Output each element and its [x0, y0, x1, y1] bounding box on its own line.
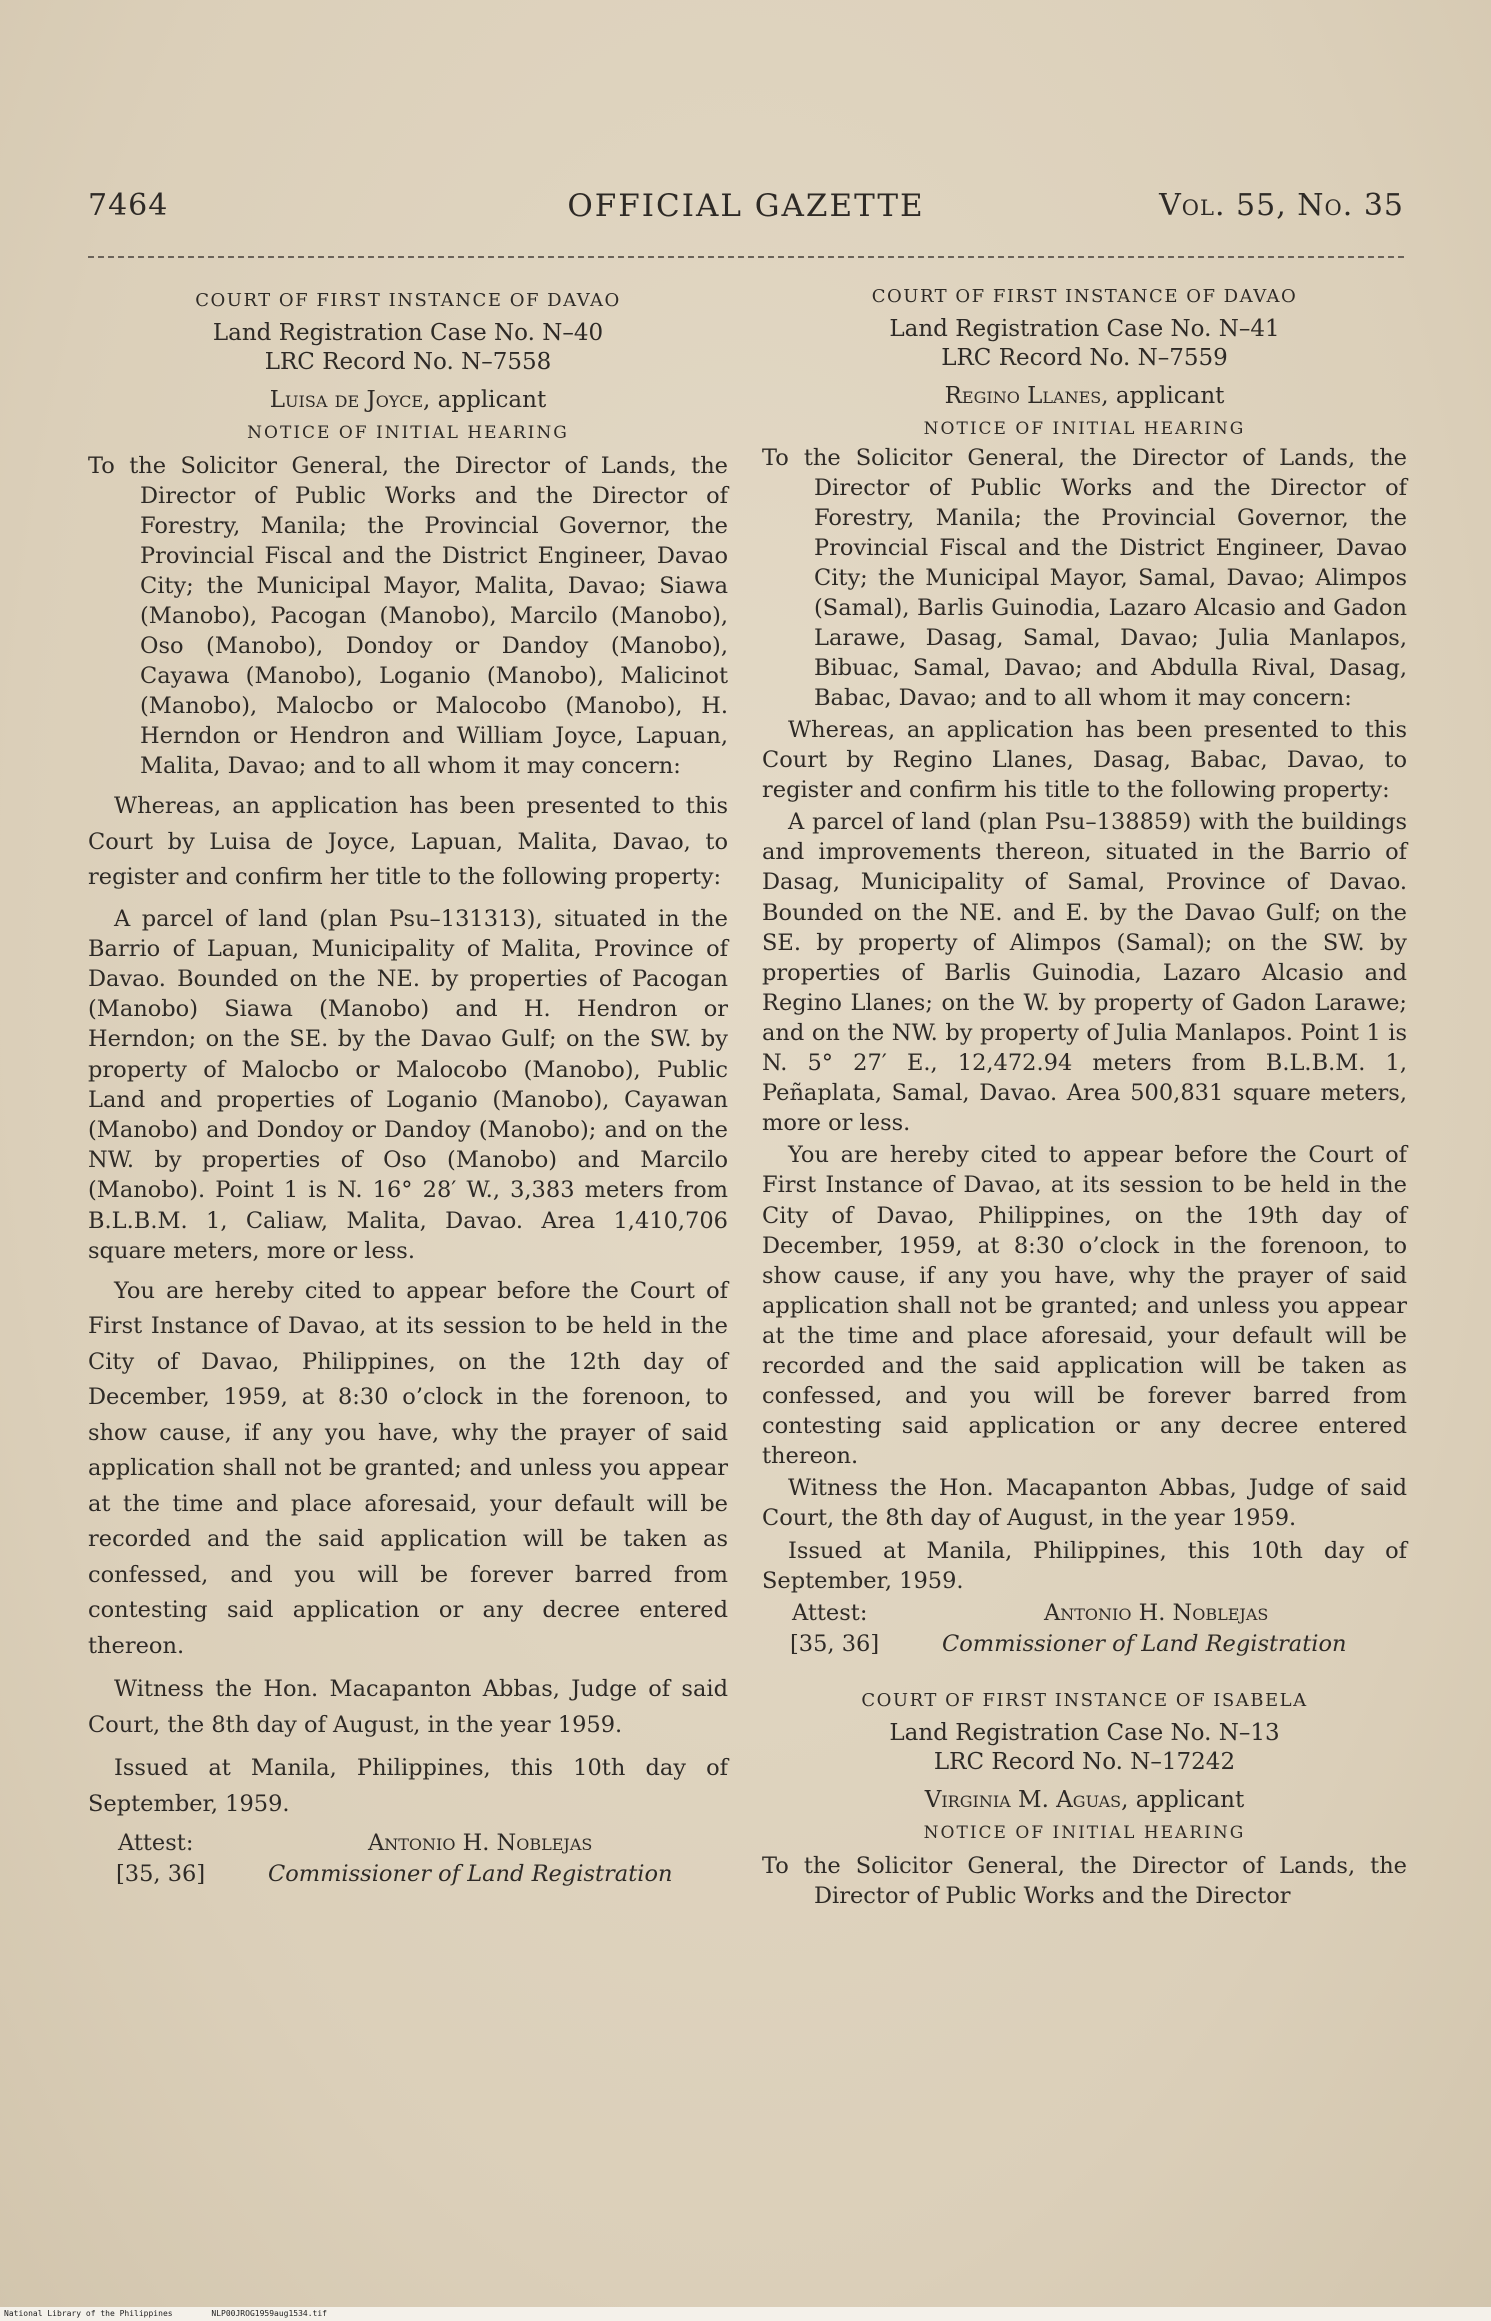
- court-heading: COURT OF FIRST INSTANCE OF DAVAO: [871, 286, 1298, 307]
- volume-number: Vol. 55, No. 35: [1159, 188, 1404, 223]
- case-number: Land Registration Case No. N–41: [889, 316, 1280, 342]
- next-record-number: LRC Record No. N–17242: [933, 1748, 1236, 1775]
- notice-heading: NOTICE OF INITIAL HEARING: [923, 419, 1246, 439]
- scan-filename: NLP00JROG1959aug1534.tif: [211, 2309, 327, 2318]
- attestation-block: [88, 1830, 728, 1894]
- issue-numbers: [35, 36]: [790, 1630, 880, 1657]
- record-number: LRC Record No. N–7558: [264, 349, 552, 375]
- applicant-suffix: , applicant: [423, 387, 547, 413]
- next-applicant-name: Virginia M. Aguas: [924, 1786, 1122, 1813]
- next-court-heading: COURT OF FIRST INSTANCE OF ISABELA: [861, 1689, 1308, 1711]
- witness-paragraph: Witness the Hon. Macapanton Abbas, Judge of said Court, the 8th day of August, in the year 1959.: [88, 1676, 728, 1738]
- signatory-title: Commissioner of Land Registration: [268, 1861, 673, 1888]
- witness-paragraph: Witness the Hon. Macapanton Abbas, Judge of said Court, the 8th day of August, in the year 1959.: [762, 1475, 1407, 1532]
- next-applicant-suffix: , applicant: [1121, 1786, 1245, 1813]
- citation-paragraph: You are hereby cited to appear before the Court of First Instance of Davao, at its session to be held in the City of Davao, Philippines, on the 19th day of December, 1959, at 8:30 o’clock in the forenoon, to show cause, if any you have, why the prayer of said application shall not be granted; and unless you appear at the time and place aforesaid, your default will be recorded and the said application will be taken as confessed, and you will be forever barred from contesting said application or any decree entered thereon.: [762, 1142, 1407, 1470]
- applicant-line: [762, 383, 1407, 409]
- citation-paragraph: You are hereby cited to appear before the Court of First Instance of Davao, at its session to be held in the City of Davao, Philippines, on the 12th day of December, 1959, at 8:30 o’clock in the forenoon, to show cause, if any you have, why the prayer of said application shall not be granted; and unless you appear at the time and place aforesaid, your default will be recorded and the said application will be taken as confessed, and you will be forever barred from contesting said application or any decree entered thereon.: [88, 1277, 728, 1659]
- applicant-name: Regino Llanes: [944, 383, 1102, 409]
- attestation-block: [762, 1600, 1407, 1664]
- applicant-name: Luisa de Joyce: [269, 387, 424, 413]
- issue-numbers: [35, 36]: [116, 1861, 206, 1888]
- right-column: [762, 280, 1407, 1911]
- signatory-name: Antonio H. Noblejas: [1044, 1599, 1269, 1626]
- address-paragraph: To the Solicitor General, the Director of Lands, the Director of Public Works and the Director of Forestry, Manila; the Provincial Governor, the Provincial Fiscal and the District Engineer, Davao City; the Municipal Mayor, Samal, Davao; Alimpos (Samal), Barlis Guinodia, Lazaro Alcasio and Gadon Larawe, Dasag, Samal, Davao; Julia Manlapos, Bibuac, Samal, Davao; and Abdulla Rival, Dasag, Babac, Davao; and to all whom it may concern:: [762, 445, 1407, 711]
- address-paragraph: To the Solicitor General, the Director of Lands, the Director of Public Works and the Director of Forestry, Manila; the Provincial Governor, the Provincial Fiscal and the District Engineer, Davao City; the Municipal Mayor, Malita, Davao; Siawa (Manobo), Pacogan (Manobo), Marcilo (Manobo), Oso (Manobo), Dondoy or Dandoy (Manobo), Cayawa (Manobo), Loganio (Manobo), Malicinot (Manobo), Malocbo or Malocobo (Manobo), H. Herndon or Hendron and William Joyce, Lapuan, Malita, Davao; and to all whom it may concern:: [88, 453, 728, 779]
- signatory-name: Antonio H. Noblejas: [368, 1830, 593, 1857]
- notice-heading: NOTICE OF INITIAL HEARING: [247, 423, 569, 443]
- header-rule: [88, 256, 1404, 258]
- issued-paragraph: Issued at Manila, Philippines, this 10th day of September, 1959.: [762, 1537, 1407, 1594]
- scan-footer: [0, 2307, 1491, 2321]
- next-address-paragraph: To the Solicitor General, the Director of Lands, the Director of Public Works and the Director: [762, 1852, 1407, 1909]
- applicant-suffix: , applicant: [1101, 383, 1225, 409]
- next-notice-heading: NOTICE OF INITIAL HEARING: [923, 1822, 1246, 1843]
- attest-label: Attest:: [792, 1599, 868, 1626]
- publication-title: OFFICIAL GAZETTE: [567, 188, 925, 224]
- page-number: 7464: [88, 188, 169, 223]
- next-applicant-line: [762, 1787, 1407, 1813]
- issued-paragraph: Issued at Manila, Philippines, this 10th day of September, 1959.: [88, 1755, 728, 1817]
- applicant-line: [88, 387, 728, 413]
- left-column: [88, 280, 728, 1894]
- page-header: [88, 188, 1404, 238]
- land-description-paragraph: A parcel of land (plan Psu–138859) with the buildings and improvements thereon, situated in the Barrio of Dasag, Municipality of Samal, Province of Davao. Bounded on the NE. and E. by the Davao Gulf; on the SE. by property of Alimpos (Samal); on the SW. by properties of Barlis Guinodia, Lazaro Alcasio and Regino Llanes; on the W. by property of Gadon Larawe; and on the NW. by property of Julia Manlapos. Point 1 is N. 5° 27′ E., 12,472.94 meters from B.L.B.M. 1, Peñaplata, Samal, Davao. Area 500,831 square meters, more or less.: [762, 809, 1407, 1137]
- whereas-paragraph: Whereas, an application has been presented to this Court by Regino Llanes, Dasag, Babac, Davao, to register and confirm his title to the following property:: [762, 717, 1407, 804]
- whereas-paragraph: Whereas, an application has been presented to this Court by Luisa de Joyce, Lapuan, Malita, Davao, to register and confirm her title to the following property:: [88, 793, 728, 890]
- next-case-number: Land Registration Case No. N–13: [889, 1719, 1280, 1746]
- record-number: LRC Record No. N–7559: [941, 345, 1228, 371]
- signatory-title: Commissioner of Land Registration: [942, 1630, 1347, 1657]
- land-description-paragraph: A parcel of land (plan Psu–131313), situated in the Barrio of Lapuan, Municipality of Malita, Province of Davao. Bounded on the NE. by properties of Pacogan (Manobo) Siawa (Manobo) and H. Hendron or Herndon; on the SE. by the Davao Gulf; on the SW. by property of Malocbo or Malocobo (Manobo), Public Land and properties of Loganio (Manobo), Cayawan (Manobo) and Dondoy or Dandoy (Manobo); and on the NW. by properties of Oso (Manobo) and Marcilo (Manobo). Point 1 is N. 16° 28′ W., 3,383 meters from B.L.B.M. 1, Caliaw, Malita, Davao. Area 1,410,706 square meters, more or less.: [88, 905, 728, 1264]
- case-number: Land Registration Case No. N–40: [212, 320, 604, 346]
- court-heading: COURT OF FIRST INSTANCE OF DAVAO: [195, 290, 621, 311]
- attest-label: Attest:: [118, 1830, 194, 1857]
- library-credit: National Library of the Philippines: [4, 2309, 173, 2318]
